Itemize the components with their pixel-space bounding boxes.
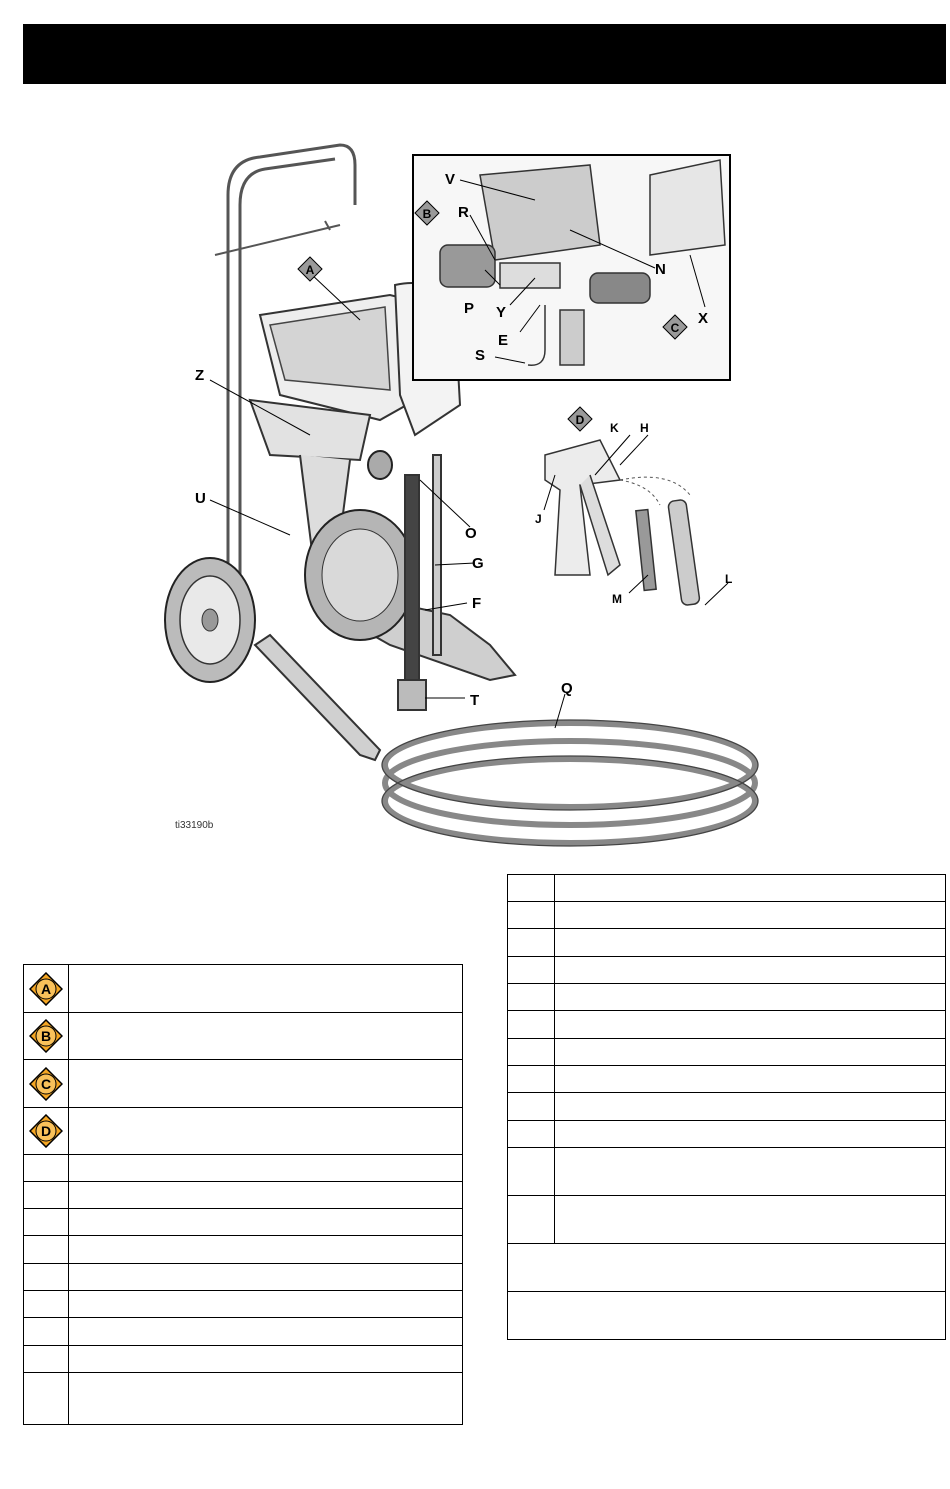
svg-text:D: D: [40, 1123, 52, 1139]
callout-f: F: [472, 595, 482, 612]
table-row: [24, 1209, 463, 1236]
svg-text:C: C: [40, 1075, 52, 1092]
table-row: [508, 1148, 946, 1196]
table-row: [24, 1182, 463, 1209]
callout-r: R: [458, 204, 469, 221]
callout-y: Y: [496, 304, 507, 321]
svg-text:A: A: [40, 980, 52, 997]
left-parts-table: [23, 964, 463, 1425]
table-row: [508, 1066, 946, 1093]
table-row: [24, 965, 463, 1013]
wheel-right: [305, 510, 415, 640]
table-row: [24, 1108, 463, 1155]
gun-filters: [636, 499, 700, 605]
figure-id-label: ti33190b: [175, 820, 214, 831]
table-row: [24, 1373, 463, 1425]
callout-s: S: [475, 347, 486, 364]
table-row: [508, 1011, 946, 1039]
table-row: [508, 984, 946, 1011]
callout-l: L: [725, 572, 733, 586]
callout-g: G: [472, 555, 484, 572]
table-row: [508, 1039, 946, 1066]
callout-n: N: [655, 261, 666, 278]
callout-j: J: [535, 512, 542, 526]
callout-h: H: [640, 421, 649, 435]
callout-u: U: [195, 490, 206, 507]
callout-z: Z: [195, 367, 205, 384]
table-row: [24, 1291, 463, 1318]
table-row: [508, 1093, 946, 1121]
table-row: [24, 1264, 463, 1291]
callout-k: K: [610, 421, 619, 435]
figure-badge-d: [568, 407, 592, 431]
table-row: [508, 929, 946, 957]
pressure-knob: [368, 451, 392, 479]
hose-coil: [385, 723, 755, 843]
warning-badge-d-icon: [29, 1114, 63, 1148]
callout-x: X: [698, 310, 709, 327]
wheel-left: [165, 558, 255, 682]
header-bar: [23, 24, 946, 84]
callout-e: E: [498, 332, 509, 349]
table-row-merged: [508, 1244, 946, 1292]
table-row: [24, 1236, 463, 1264]
sprayer-parts-figure: [150, 135, 770, 850]
table-row: [508, 1121, 946, 1148]
table-row: [508, 902, 946, 929]
warning-badge-a-icon: [29, 972, 63, 1006]
callout-q: Q: [561, 680, 573, 697]
front-leg: [255, 635, 380, 760]
svg-text:B: B: [422, 207, 432, 221]
svg-text:A: A: [305, 263, 315, 277]
table-row: [508, 1196, 946, 1244]
table-row-merged: [508, 1292, 946, 1340]
table-row: [24, 1060, 463, 1108]
warning-badge-b-icon: [29, 1019, 63, 1053]
table-row: [24, 1013, 463, 1060]
table-row: [24, 1318, 463, 1346]
callout-t: T: [470, 692, 480, 709]
callout-p: P: [464, 300, 475, 317]
figure-badge-a: [298, 257, 322, 281]
callout-v: V: [445, 171, 456, 188]
right-parts-table: [507, 874, 946, 1340]
table-row: [508, 875, 946, 902]
svg-text:B: B: [40, 1028, 52, 1044]
svg-text:D: D: [575, 413, 585, 427]
svg-text:C: C: [670, 321, 680, 335]
callout-m: M: [612, 592, 622, 606]
table-row: [24, 1346, 463, 1373]
spray-gun: [545, 440, 620, 575]
table-row: [24, 1155, 463, 1182]
callout-o: O: [465, 525, 477, 542]
warning-badge-c-icon: [29, 1067, 63, 1101]
table-row: [508, 957, 946, 984]
